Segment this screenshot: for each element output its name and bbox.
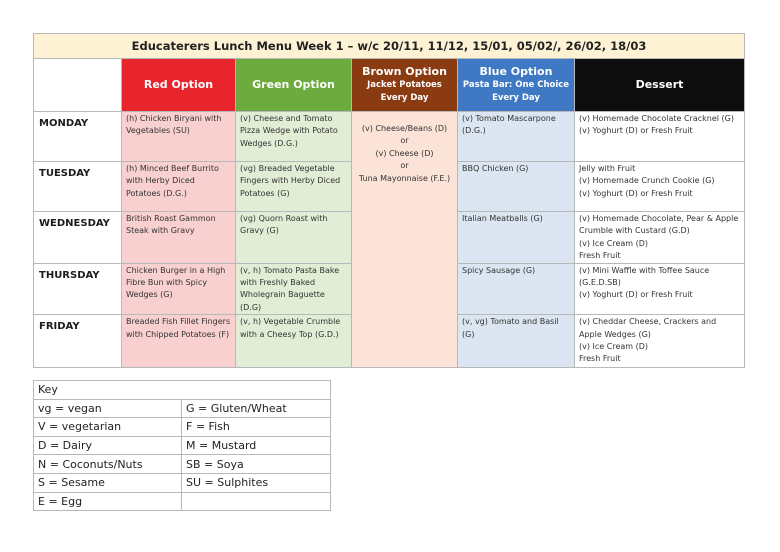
key-row [34, 399, 331, 418]
key-row [34, 418, 331, 437]
key-row [34, 455, 331, 474]
red-option-cell: (h) Minced Beef Burrito with Herby Diced Potatoes (D.G.) [122, 162, 236, 212]
header-red-option [122, 59, 236, 112]
header-brown-label: Brown Option [362, 65, 447, 78]
header-brown-option [352, 59, 458, 112]
key-row [34, 473, 331, 492]
day-label: WEDNESDAY [34, 212, 122, 264]
blue-option-cell: (v, vg) Tomato and Basil (G) [458, 315, 575, 368]
dessert-line: (v) Cheddar Cheese, Crackers and Apple Wedges (G) [579, 317, 717, 339]
green-option-cell: (vg) Quorn Roast with Gravy (G) [236, 212, 352, 264]
red-option-cell: (h) Chicken Biryani with Vegetables (SU) [122, 112, 236, 162]
day-label: TUESDAY [34, 162, 122, 212]
key-entry: SB = Soya [182, 455, 331, 474]
header-blue-sub2: Every Day [492, 93, 540, 103]
dessert-line: (v) Homemade Crunch Cookie (G) [579, 176, 715, 186]
key-entry-empty [182, 492, 331, 511]
blue-option-cell: Italian Meatballs (G) [458, 212, 575, 264]
lunch-menu-table [33, 33, 745, 368]
header-green-label: Green Option [252, 78, 335, 91]
dessert-cell [575, 112, 745, 162]
header-dessert-label: Dessert [635, 78, 684, 91]
key-entry: G = Gluten/Wheat [182, 399, 331, 418]
dessert-cell [575, 263, 745, 315]
day-label: MONDAY [34, 112, 122, 162]
brown-option-cell [352, 112, 458, 368]
key-entry: vg = vegan [34, 399, 182, 418]
key-entry: SU = Sulphites [182, 473, 331, 492]
red-option-cell: Breaded Fish Fillet Fingers with Chipped Potatoes (F) [122, 315, 236, 368]
dessert-line: Fresh Fruit [579, 251, 621, 261]
brown-line: (v) Cheese/Beans (D) [361, 124, 448, 133]
allergen-key-table [33, 380, 331, 511]
dessert-cell [575, 212, 745, 264]
green-option-cell: (v, h) Vegetable Crumble with a Cheesy Top (G.D.) [236, 315, 352, 368]
dessert-line: Jelly with Fruit [579, 164, 636, 173]
blue-option-cell: (v) Tomato Mascarpone (D.G.) [458, 112, 575, 162]
brown-line: (v) Cheese (D) [375, 148, 434, 158]
key-entry: M = Mustard [182, 436, 331, 455]
menu-row-monday [34, 112, 745, 162]
dessert-cell [575, 315, 745, 368]
key-entry: N = Coconuts/Nuts [34, 455, 182, 474]
menu-title: Educaterers Lunch Menu Week 1 – w/c 20/11, 11/12, 15/01, 05/02/, 26/02, 18/03 [34, 34, 745, 59]
dessert-cell [575, 162, 745, 212]
dessert-line: Fresh Fruit [579, 354, 621, 364]
green-option-cell: (v, h) Tomato Pasta Bake with Freshly Baked Wholegrain Baguette (D.G) [236, 263, 352, 315]
header-blue-option [458, 59, 575, 112]
key-row [34, 436, 331, 455]
blue-option-cell: BBQ Chicken (G) [458, 162, 575, 212]
header-blank-cell [34, 59, 122, 112]
blue-option-cell: Spicy Sausage (G) [458, 263, 575, 315]
dessert-line: (v) Homemade Chocolate, Pear & Apple Crumble with Custard (G.D) [579, 214, 739, 236]
dessert-line: (v) Ice Cream (D) [579, 238, 649, 248]
header-brown-sub: Jacket Potatoes [367, 80, 442, 90]
brown-line: Tuna Mayonnaise (F.E.) [358, 173, 451, 183]
red-option-cell: British Roast Gammon Steak with Gravy [122, 212, 236, 264]
dessert-line: (v) Ice Cream (D) [579, 342, 649, 352]
red-option-cell: Chicken Burger in a High Fibre Bun with Spicy Wedges (G) [122, 263, 236, 315]
dessert-line: (v) Yoghurt (D) or Fresh Fruit [579, 290, 693, 300]
brown-line: or [400, 161, 409, 171]
key-entry: E = Egg [34, 492, 182, 511]
key-entry: V = vegetarian [34, 418, 182, 437]
dessert-line: (v) Mini Waffle with Toffee Sauce (G.E.D.SB) [579, 265, 710, 288]
header-blue-sub: Pasta Bar: One Choice [462, 80, 570, 90]
key-row [34, 492, 331, 511]
key-entry: S = Sesame [34, 473, 182, 492]
day-label: FRIDAY [34, 315, 122, 368]
day-label: THURSDAY [34, 263, 122, 315]
header-green-option [236, 59, 352, 112]
header-red-label: Red Option [143, 78, 214, 91]
dessert-line: (v) Homemade Chocolate Cracknel (G) [579, 114, 734, 123]
header-blue-label: Blue Option [479, 65, 553, 78]
key-entry: D = Dairy [34, 436, 182, 455]
dessert-line: (v) Yoghurt (D) or Fresh Fruit [579, 126, 693, 136]
header-brown-sub2: Every Day [380, 93, 429, 103]
key-heading: Key [34, 381, 331, 400]
header-dessert [575, 59, 745, 112]
key-entry: F = Fish [182, 418, 331, 437]
green-option-cell: (v) Cheese and Tomato Pizza Wedge with Potato Wedges (D.G.) [236, 112, 352, 162]
green-option-cell: (vg) Breaded Vegetable Fingers with Herby Diced Potatoes (G) [236, 162, 352, 212]
dessert-line: (v) Yoghurt (D) or Fresh Fruit [579, 188, 693, 198]
brown-line: or [400, 136, 409, 146]
